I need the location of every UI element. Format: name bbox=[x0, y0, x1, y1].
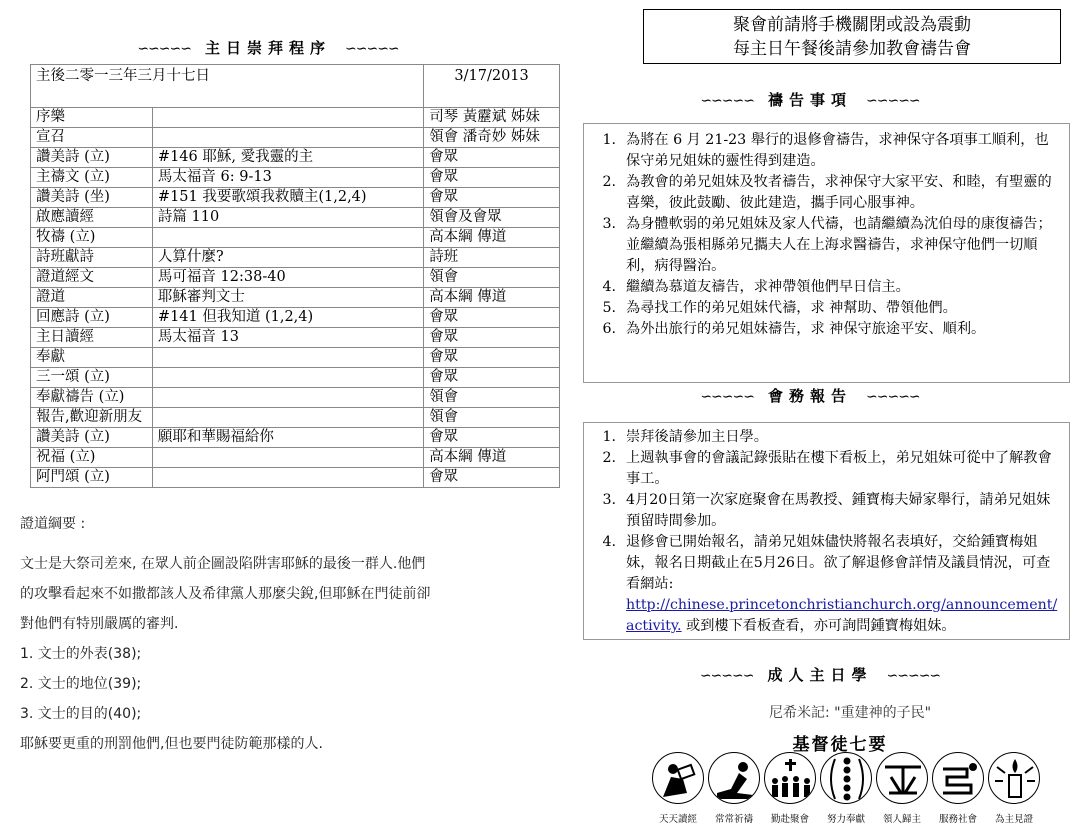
worship-row bbox=[31, 468, 560, 488]
worship-order-title: 主日崇拜程序 bbox=[204, 39, 331, 57]
worship-content bbox=[152, 388, 423, 408]
sunday-school-topic: 尼希米記: "重建神的子民" bbox=[768, 705, 932, 721]
worship-content bbox=[152, 448, 423, 468]
ornament-right: ∽∽∽∽∽ bbox=[345, 41, 399, 57]
ornament-left: ∽∽∽∽∽ bbox=[699, 668, 754, 684]
affairs-list-box bbox=[583, 422, 1070, 640]
worship-row bbox=[31, 128, 560, 148]
worship-item: 讚美詩 (立) bbox=[31, 428, 153, 448]
list-item bbox=[584, 214, 1057, 277]
worship-content: #151 我要歌頌我救贖主(1,2,4) bbox=[152, 188, 423, 208]
worship-leader: 詩班 bbox=[424, 248, 560, 268]
sunday-school-heading bbox=[670, 664, 970, 685]
worship-content bbox=[152, 228, 423, 248]
list-item bbox=[584, 448, 1059, 490]
icon-label: 勤赴聚會 bbox=[770, 814, 809, 825]
worship-leader: 會眾 bbox=[424, 428, 560, 448]
icon-label: 天天讀經 bbox=[658, 814, 697, 825]
worship-row bbox=[31, 208, 560, 228]
list-text bbox=[626, 172, 1057, 214]
worship-leader: 會眾 bbox=[424, 468, 560, 488]
worship-content: 詩篇 110 bbox=[152, 208, 423, 228]
prayer-title: 禱告事項 bbox=[767, 91, 852, 109]
date-row bbox=[31, 65, 560, 108]
ornament-right: ∽∽∽∽∽ bbox=[866, 93, 920, 109]
worship-leader: 領會 潘奇妙 姊妹 bbox=[424, 128, 560, 148]
list-text bbox=[626, 319, 1057, 340]
list-text bbox=[626, 130, 1057, 172]
list-number: 6. bbox=[602, 321, 616, 337]
worship-content bbox=[152, 468, 423, 488]
worship-item: 主日讀經 bbox=[31, 328, 153, 348]
sermon-line: 對他們有特別嚴厲的審判. bbox=[20, 616, 179, 632]
ornament-left: ∽∽∽∽∽ bbox=[700, 93, 754, 109]
list-number: 1. bbox=[602, 429, 616, 445]
list-text-main: 為外出旅行的弟兄姐妹禱告，求 神保守旅途平安、順利。 bbox=[626, 321, 986, 337]
list-text bbox=[626, 298, 1057, 319]
worship-item: 回應詩 (立) bbox=[31, 308, 153, 328]
worship-row bbox=[31, 368, 560, 388]
worship-leader: 會眾 bbox=[424, 348, 560, 368]
worship-leader: 領會 bbox=[424, 268, 560, 288]
praying-icon bbox=[708, 752, 760, 804]
worship-item: 讚美詩 (立) bbox=[31, 148, 153, 168]
worship-leader: 司琴 黃靂斌 姊妹 bbox=[424, 108, 560, 128]
worship-row bbox=[31, 408, 560, 428]
worship-item: 阿門頌 (立) bbox=[31, 468, 153, 488]
phone-notice-box bbox=[643, 9, 1061, 64]
worship-leader: 會眾 bbox=[424, 308, 560, 328]
worship-content: #141 但我知道 (1,2,4) bbox=[152, 308, 423, 328]
worship-row bbox=[31, 288, 560, 308]
icon-label: 服務社會 bbox=[938, 814, 977, 825]
notice-line-1: 聚會前請將手機關閉或設為震動 bbox=[733, 15, 971, 35]
worship-content: 馬太福音 6: 9-13 bbox=[152, 168, 423, 188]
date-chinese: 主後二零一三年三月十七日 bbox=[31, 65, 424, 108]
date-western: 3/17/2013 bbox=[424, 65, 560, 108]
worship-item: 奉獻 bbox=[31, 348, 153, 368]
list-text bbox=[626, 532, 1059, 637]
list-number: 4. bbox=[602, 534, 616, 550]
worship-row bbox=[31, 268, 560, 288]
list-text bbox=[626, 277, 1057, 298]
worship-item: 啟應讀經 bbox=[31, 208, 153, 228]
announcement-link[interactable]: http://chinese.princetonchristianchurch.org/announcement/activity. bbox=[626, 597, 1058, 634]
list-number: 1. bbox=[602, 132, 616, 148]
bible-reading-icon bbox=[652, 752, 704, 804]
sunday-school-title: 成人主日學 bbox=[767, 666, 873, 684]
list-text-main: 4月20日第一次家庭聚會在馬教授、鍾寶梅夫婦家舉行，請弟兄姐妹預留時間參加。 bbox=[626, 492, 1051, 529]
worship-row bbox=[31, 168, 560, 188]
worship-leader: 會眾 bbox=[424, 368, 560, 388]
prayer-heading bbox=[660, 89, 960, 110]
sermon-outline-title: 證道綱要 : bbox=[20, 516, 86, 532]
worship-row bbox=[31, 188, 560, 208]
worship-item: 主禱文 (立) bbox=[31, 168, 153, 188]
list-item bbox=[584, 532, 1059, 637]
worship-leader: 高本綱 傳道 bbox=[424, 228, 560, 248]
ornament-right: ∽∽∽∽∽ bbox=[886, 668, 941, 684]
list-text-main: 崇拜後請參加主日學。 bbox=[626, 429, 768, 445]
worship-content: 耶穌審判文士 bbox=[152, 288, 423, 308]
evangelism-icon bbox=[876, 752, 928, 804]
worship-row bbox=[31, 148, 560, 168]
church-gathering-icon bbox=[764, 752, 816, 804]
worship-row bbox=[31, 308, 560, 328]
worship-leader: 高本綱 傳道 bbox=[424, 288, 560, 308]
list-text bbox=[626, 448, 1059, 490]
worship-content: 人算什麼? bbox=[152, 248, 423, 268]
list-number: 4. bbox=[602, 279, 616, 295]
ornament-left: ∽∽∽∽∽ bbox=[137, 41, 191, 57]
worship-leader: 會眾 bbox=[424, 168, 560, 188]
worship-leader: 領會及會眾 bbox=[424, 208, 560, 228]
sermon-line: 的攻擊看起來不如撒都該人及希律黨人那麼尖銳,但耶穌在門徒前卻 bbox=[20, 586, 431, 602]
list-number: 3. bbox=[602, 216, 616, 232]
sermon-point: 1. 文士的外表(38); bbox=[20, 646, 142, 662]
list-text-main: 上週執事會的會議記錄張貼在樓下看板上，弟兄姐妹可從中了解教會事工。 bbox=[626, 450, 1052, 487]
list-text bbox=[626, 214, 1057, 277]
worship-row bbox=[31, 348, 560, 368]
worship-order-table bbox=[30, 64, 560, 488]
worship-content bbox=[152, 108, 423, 128]
list-item bbox=[584, 298, 1057, 319]
list-number: 2. bbox=[602, 174, 616, 190]
worship-item: 三一頌 (立) bbox=[31, 368, 153, 388]
list-number: 2. bbox=[602, 450, 616, 466]
worship-content bbox=[152, 408, 423, 428]
list-text-main: 退修會已開始報名，請弟兄姐妹儘快將報名表填好，交給鍾寶梅姐妹，報名日期截止在5月26日。欲了解退修會詳情及議員情況，可查看網站: bbox=[626, 534, 1051, 592]
worship-content bbox=[152, 368, 423, 388]
icon-label: 為主見證 bbox=[994, 814, 1033, 825]
ornament-left: ∽∽∽∽∽ bbox=[700, 389, 754, 405]
worship-row bbox=[31, 228, 560, 248]
worship-content: 馬可福音 12:38-40 bbox=[152, 268, 423, 288]
sermon-conclusion: 耶穌要更重的刑罰他們,但也要門徒防範那樣的人. bbox=[20, 736, 323, 752]
list-text-main: 為身體軟弱的弟兄姐妹及家人代禱，也請繼續為沈伯母的康復禱告；並繼續為張相縣弟兄攜夫人在上海求醫禱告，求神保守他們一切順利，病得醫治。 bbox=[626, 216, 1052, 274]
worship-content bbox=[152, 128, 423, 148]
list-number: 5. bbox=[602, 300, 616, 316]
list-item bbox=[584, 277, 1057, 298]
worship-item: 序樂 bbox=[31, 108, 153, 128]
icon-label: 常常祈禱 bbox=[714, 814, 753, 825]
list-number: 3. bbox=[602, 492, 616, 508]
sermon-line: 文士是大祭司差來, 在眾人前企圖設陷阱害耶穌的最後一群人.他們 bbox=[20, 556, 426, 572]
worship-leader: 會眾 bbox=[424, 148, 560, 168]
worship-row bbox=[31, 428, 560, 448]
worship-row bbox=[31, 328, 560, 348]
worship-content: #146 耶穌, 愛我靈的主 bbox=[152, 148, 423, 168]
list-item bbox=[584, 490, 1059, 532]
worship-content: 願耶和華賜福給你 bbox=[152, 428, 423, 448]
list-text-main: 為將在 6 月 21-23 舉行的退修會禱告，求神保守各項事工順利，也保守弟兄姐妹的靈性得到建造。 bbox=[626, 132, 1049, 169]
seven-essentials-title: 基督徒七要 bbox=[792, 735, 888, 755]
list-text-main: 為尋找工作的弟兄姐妹代禱，求 神幫助、帶領他們。 bbox=[626, 300, 957, 316]
list-text bbox=[626, 427, 1059, 448]
icon-label: 努力奉獻 bbox=[826, 814, 865, 825]
prayer-list-box bbox=[583, 123, 1070, 383]
list-text bbox=[626, 490, 1059, 532]
affairs-heading bbox=[660, 385, 960, 406]
worship-item: 證道 bbox=[31, 288, 153, 308]
notice-line-2: 每主日午餐後請參加教會禱告會 bbox=[733, 39, 971, 59]
worship-leader: 領會 bbox=[424, 388, 560, 408]
worship-item: 讚美詩 (坐) bbox=[31, 188, 153, 208]
list-item bbox=[584, 319, 1057, 340]
worship-order-heading bbox=[103, 37, 433, 58]
list-item bbox=[584, 427, 1059, 448]
worship-row bbox=[31, 108, 560, 128]
list-text-after: 或到樓下看板查看，亦可詢問鍾寶梅姐妹。 bbox=[681, 618, 956, 634]
worship-item: 詩班獻詩 bbox=[31, 248, 153, 268]
offering-icon bbox=[820, 752, 872, 804]
worship-item: 報告,歡迎新朋友 bbox=[31, 408, 153, 428]
sermon-point: 3. 文士的目的(40); bbox=[20, 706, 142, 722]
worship-item: 證道經文 bbox=[31, 268, 153, 288]
worship-content bbox=[152, 348, 423, 368]
list-item bbox=[584, 130, 1057, 172]
prayer-list bbox=[584, 130, 1057, 340]
worship-item: 祝福 (立) bbox=[31, 448, 153, 468]
worship-leader: 會眾 bbox=[424, 188, 560, 208]
worship-row bbox=[31, 388, 560, 408]
worship-content: 馬太福音 13 bbox=[152, 328, 423, 348]
list-text-main: 繼續為慕道友禱告，求神帶領他們早日信主。 bbox=[626, 279, 910, 295]
worship-leader: 高本綱 傳道 bbox=[424, 448, 560, 468]
list-text-main: 為教會的弟兄姐妹及牧者禱告，求神保守大家平安、和睦，有聖靈的喜樂，彼此鼓勵、彼此建造，攜手同心服事神。 bbox=[626, 174, 1052, 211]
worship-leader: 會眾 bbox=[424, 328, 560, 348]
sermon-point: 2. 文士的地位(39); bbox=[20, 676, 142, 692]
worship-row bbox=[31, 448, 560, 468]
icon-label: 領人歸主 bbox=[882, 814, 921, 825]
worship-item: 奉獻禱告 (立) bbox=[31, 388, 153, 408]
worship-item: 牧禱 (立) bbox=[31, 228, 153, 248]
worship-item: 宣召 bbox=[31, 128, 153, 148]
community-service-icon bbox=[932, 752, 984, 804]
worship-leader: 領會 bbox=[424, 408, 560, 428]
list-item bbox=[584, 172, 1057, 214]
ornament-right: ∽∽∽∽∽ bbox=[866, 389, 920, 405]
worship-row bbox=[31, 248, 560, 268]
witness-candle-icon bbox=[988, 752, 1040, 804]
affairs-list bbox=[584, 427, 1059, 637]
affairs-title: 會務報告 bbox=[767, 387, 852, 405]
